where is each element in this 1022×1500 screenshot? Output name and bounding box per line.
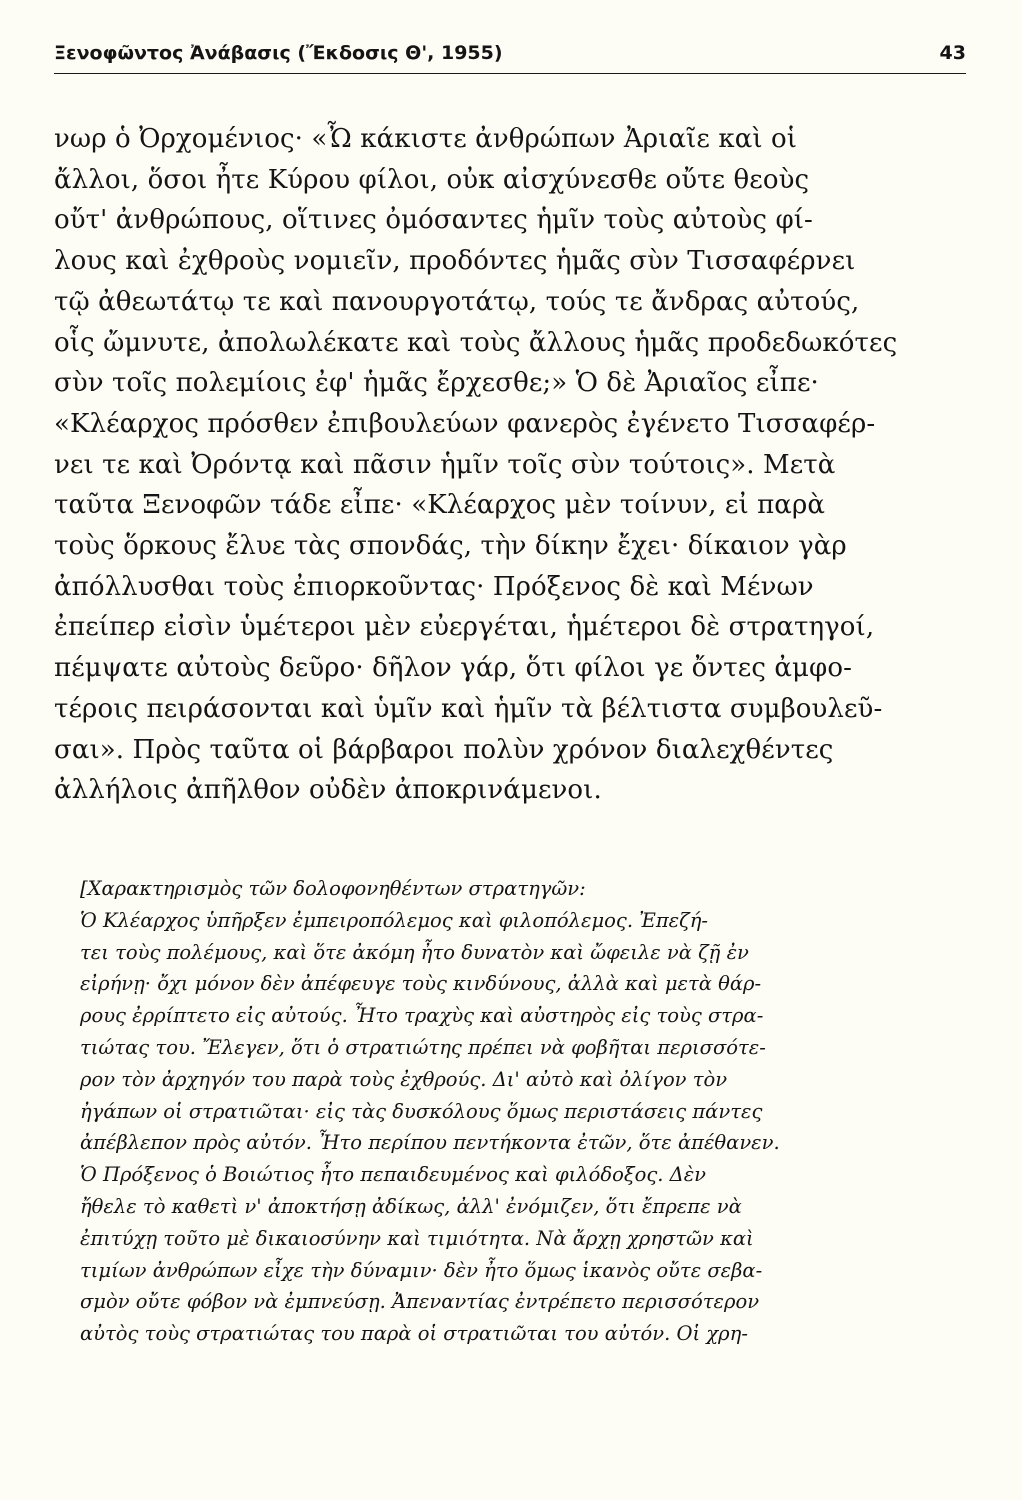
page-number: 43 (939, 42, 966, 64)
text-line: νωρ ὁ Ὀρχομένιος· «Ὦ κάκιστε ἀνθρώπων Ἀριαῖε καὶ οἱ (54, 124, 798, 154)
text-line: τοὺς ὅρκους ἔλυε τὰς σπονδάς, τὴν δίκην ἔχει· δίκαιον γὰρ (54, 531, 847, 562)
running-title: Ξενοφῶντος Ἀνάβασις (Ἔκδοσις Θ', 1955) (54, 42, 503, 64)
text-line: πέμψατε αὐτοὺς δεῦρο· δῆλον γάρ, ὅτι φίλοι γε ὄντες ἀμφο- (54, 653, 852, 684)
running-header (54, 42, 966, 76)
text-line: λους καὶ ἐχθροὺς νομιεῖν, προδόντες ἡμᾶς σὺν Τισσαφέρνει (54, 246, 856, 277)
note-line: τιώτας του. Ἔλεγεν, ὅτι ὁ στρατιώτης πρέπει νὰ φοβῆται περισσότε- (80, 1035, 766, 1059)
note-line: τιμίων ἀνθρώπων εἶχε τὴν δύναμιν· δὲν ἦτο ὅμως ἱκανὸς οὔτε σεβα- (80, 1258, 763, 1282)
note-line: ἠγάπων οἱ στρατιῶται· εἰς τὰς δυσκόλους ὅμως περιστάσεις πάντες (80, 1099, 763, 1123)
text-line: τέροις πειράσονται καὶ ὑμῖν καὶ ἡμῖν τὰ βέλτιστα συμβουλεῦ- (54, 693, 883, 724)
note-line: εἰρήνῃ· ὄχι μόνον δὲν ἀπέφευγε τοὺς κινδύνους, ἀλλὰ καὶ μετὰ θάρ- (80, 972, 762, 996)
text-line: «Κλέαρχος πρόσθεν ἐπιβουλεύων φανερὸς ἐγένετο Τισσαφέρ- (54, 408, 876, 439)
main-text (54, 119, 969, 811)
note-line: σμὸν οὔτε φόβον νὰ ἐμπνεύσῃ. Ἀπεναντίας ἐντρέπετο περισσότερον (80, 1290, 760, 1314)
text-line: ταῦτα Ξενοφῶν τάδε εἶπε· «Κλέαρχος μὲν τοίνυν, εἰ παρὰ (54, 490, 826, 521)
note-line: [Χαρακτηρισμὸς τῶν δολοφονηθέντων στρατηγῶν: (80, 877, 586, 900)
text-line: ἄλλοι, ὅσοι ἦτε Κύρου φίλοι, οὐκ αἰσχύνεσθε οὔτε θεοὺς (54, 164, 810, 195)
text-line: οὔτ' ἀνθρώπους, οἵτινες ὀμόσαντες ἡμῖν τοὺς αὐτοὺς φί- (54, 205, 813, 236)
note-line: ρους ἐρρίπτετο εἰς αὐτούς. Ἦτο τραχὺς καὶ αὐστηρὸς εἰς τοὺς στρα- (80, 1004, 764, 1028)
text-line: νει τε καὶ Ὀρόντᾳ καὶ πᾶσιν ἡμῖν τοῖς σὺν τούτοις». Μετὰ (54, 449, 836, 480)
note-line: αὐτὸς τοὺς στρατιώτας του παρὰ οἱ στρατιῶται του αὐτόν. Οἱ χρη- (80, 1322, 748, 1346)
text-line: ἀλλήλοις ἀπῆλθον οὐδὲν ἀποκρινάμενοι. (54, 775, 602, 806)
text-line: σὺν τοῖς πολεμίοις ἐφ' ἡμᾶς ἔρχεσθε;» Ὁ δὲ Ἀριαῖος εἶπε· (54, 368, 819, 399)
text-line: τῷ ἀθεωτάτῳ τε καὶ πανουργοτάτῳ, τούς τε ἄνδρας αὐτούς, (54, 286, 860, 317)
text-line: ἐπείπερ εἰσὶν ὑμέτεροι μὲν εὐεργέται, ἡμέτεροι δὲ στρατηγοί, (54, 612, 875, 643)
commentary-note (80, 873, 970, 1350)
text-line: ἀπόλλυσθαι τοὺς ἐπιορκοῦντας· Πρόξενος δὲ καὶ Μένων (54, 571, 814, 602)
note-line: τει τοὺς πολέμους, καὶ ὅτε ἀκόμη ἦτο δυνατὸν καὶ ὤφειλε νὰ ζῇ ἐν (80, 940, 749, 964)
note-line: Ὁ Κλέαρχος ὑπῆρξεν ἐμπειροπόλεμος καὶ φιλοπόλεμος. Ἐπεζή- (80, 908, 708, 932)
header-rule (54, 73, 966, 74)
note-line: Ὁ Πρόξενος ὁ Βοιώτιος ἦτο πεπαιδευμένος καὶ φιλόδοξος. Δὲν (80, 1163, 707, 1187)
note-line: ἀπέβλεπον πρὸς αὐτόν. Ἦτο περίπου πεντήκοντα ἐτῶν, ὅτε ἀπέθανεν. (80, 1131, 780, 1155)
note-line: ρον τὸν ἀρχηγόν του παρὰ τοὺς ἐχθρούς. Δι' αὐτὸ καὶ ὀλίγον τὸν (80, 1067, 728, 1091)
text-line: οἷς ὤμνυτε, ἀπολωλέκατε καὶ τοὺς ἄλλους ἡμᾶς προδεδωκότες (54, 327, 898, 358)
text-line: σαι». Πρὸς ταῦτα οἱ βάρβαροι πολὺν χρόνον διαλεχθέντες (54, 734, 834, 765)
note-line: ἐπιτύχῃ τοῦτο μὲ δικαιοσύνην καὶ τιμιότητα. Νὰ ἄρχῃ χρηστῶν καὶ (80, 1226, 754, 1250)
note-line: ἤθελε τὸ καθετὶ ν' ἀποκτήσῃ ἀδίκως, ἀλλ' ἐνόμιζεν, ὅτι ἔπρεπε νὰ (80, 1194, 742, 1218)
